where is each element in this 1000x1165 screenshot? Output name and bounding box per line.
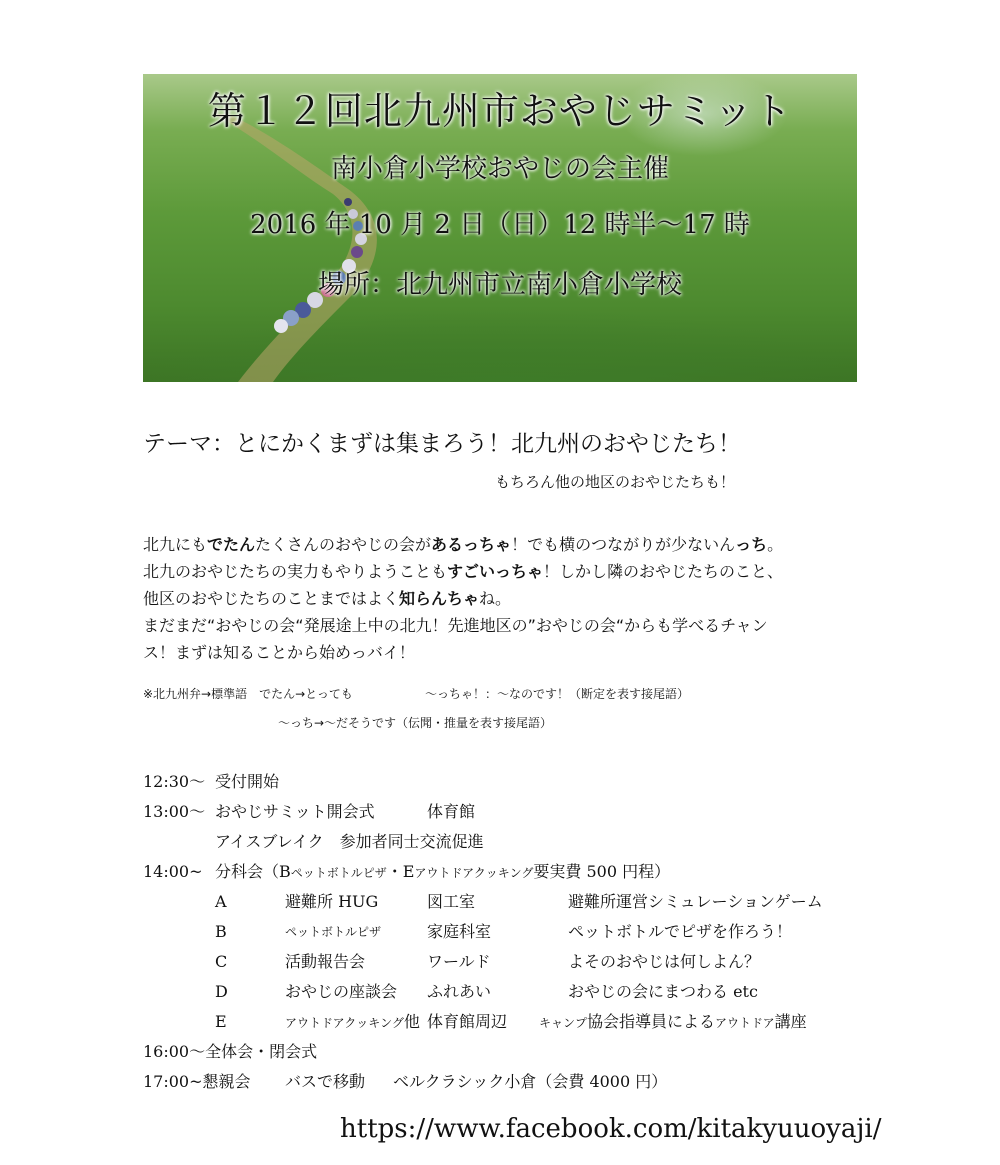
session-name: 避難所 HUG: [285, 892, 379, 911]
intro-line-4: まだまだ“おやじの会“発展途上中の北九！先進地区の”おやじの会“からも学べるチャン: [143, 616, 768, 635]
intro-text: 北九にも: [143, 535, 208, 554]
session-name: [285, 1012, 420, 1033]
session-text: 他: [403, 1012, 420, 1031]
schedule-text: ペットボトルピザ: [290, 866, 387, 880]
schedule-row-sessions: [143, 862, 883, 892]
schedule-text: 要実費 500 円程）: [533, 862, 671, 881]
dialect-note-2: 〜っち→〜だそうです（伝聞・推量を表す接尾語）: [278, 716, 553, 730]
schedule-event: 受付開始: [215, 772, 280, 791]
dialect-word: でたん: [207, 535, 256, 554]
schedule-time: 12:30〜: [143, 772, 206, 791]
dialect-word: すごいっちゃ: [447, 562, 544, 581]
intro-line-5: ス！まずは知ることから始めっバイ！: [143, 643, 415, 662]
schedule-time: 14:00~: [143, 862, 203, 881]
session-desc: [539, 1012, 807, 1033]
session-id: A: [215, 892, 227, 911]
event-date: 2016 年 10 月 2 日（日）12 時半〜17 時: [250, 210, 750, 240]
session-text: 講座: [774, 1012, 807, 1031]
intro-paragraph: [143, 531, 883, 666]
session-room: 家庭科室: [427, 922, 492, 941]
dialect-word: あるっちゃ: [431, 535, 512, 554]
event-host: 南小倉小学校おやじの会主催: [330, 154, 669, 184]
session-id: E: [215, 1012, 227, 1031]
intro-text: ね。: [479, 589, 512, 608]
intro-text: 。: [767, 535, 784, 554]
session-id: C: [215, 952, 228, 971]
schedule-event: [215, 862, 670, 883]
schedule-row-icebreak: [143, 832, 883, 862]
schedule-text: 分科会（B: [215, 862, 291, 881]
session-id: D: [215, 982, 228, 1001]
intro-line-1: [143, 531, 883, 558]
session-row: [143, 892, 883, 922]
session-desc: ペットボトルでピザを作ろう！: [568, 922, 793, 941]
intro-line-3: [143, 585, 883, 612]
session-row: [143, 1012, 883, 1042]
schedule-transport: バスで移動: [285, 1072, 366, 1091]
session-row: [143, 922, 883, 952]
intro-text: たくさんのおやじの会が: [255, 535, 432, 554]
event-venue: 場所：北九州市立南小倉小学校: [317, 270, 682, 300]
intro-text: ！しかし隣のおやじたちのこと、: [543, 562, 784, 581]
schedule: [143, 772, 883, 1102]
session-row: [143, 952, 883, 982]
schedule-row-closing: [143, 1042, 883, 1072]
session-room: 体育館周辺: [427, 1012, 508, 1031]
schedule-row-party: [143, 1072, 883, 1102]
session-name: おやじの座談会: [285, 982, 398, 1001]
session-text: アウトドアクッキング: [285, 1016, 404, 1030]
schedule-event: 16:00〜全体会・閉会式: [143, 1042, 318, 1061]
intro-text: 他区のおやじたちのことまではよく: [143, 589, 400, 608]
session-room: 図工室: [427, 892, 476, 911]
session-name: ペットボトルピザ: [285, 925, 382, 939]
session-room: ふれあい: [427, 982, 492, 1001]
schedule-row-opening: [143, 802, 883, 832]
event-title: 第１２回北九州市おやじサミット: [207, 89, 793, 133]
schedule-event: 17:00~懇親会: [143, 1072, 251, 1091]
intro-text: ！でも横のつながりが少ないん: [511, 535, 736, 554]
schedule-event: アイスブレイク 参加者同士交流促進: [215, 832, 484, 851]
schedule-time: 13:00〜: [143, 802, 206, 821]
session-id: B: [215, 922, 227, 941]
intro-text: 北九のおやじたちの実力もやりようことも: [143, 562, 448, 581]
session-name: 活動報告会: [285, 952, 366, 971]
theme-heading: テーマ：とにかくまずは集まろう！北九州のおやじたち！: [143, 431, 741, 457]
intro-line-2: [143, 558, 883, 585]
schedule-text: ・E: [386, 862, 415, 881]
session-text: キャンプ: [539, 1016, 588, 1030]
dialect-note-1a: ※北九州弁→標準語 でたん→とっても: [143, 687, 353, 701]
schedule-place: 体育館: [427, 802, 476, 821]
session-text: 協会指導員による: [587, 1012, 716, 1031]
dialect-word: 知らんちゃ: [399, 589, 480, 608]
dialect-word: っち: [735, 535, 768, 554]
facebook-url[interactable]: https://www.facebook.com/kitakyuuoyaji/: [340, 1114, 882, 1144]
schedule-text: アウトドアクッキング: [414, 866, 534, 880]
session-text: アウトドア: [715, 1016, 775, 1030]
dialect-note-1b: 〜っちゃ！：〜なのです！（断定を表す接尾語）: [425, 687, 690, 701]
session-row: [143, 982, 883, 1012]
session-desc: よそのおやじは何しよん？: [568, 952, 761, 971]
schedule-place: ベルクラシック小倉（会費 4000 円）: [393, 1072, 668, 1091]
schedule-row-reception: [143, 772, 883, 802]
theme-subheading: もちろん他の地区のおやじたちも！: [495, 473, 736, 491]
session-desc: 避難所運営シミュレーションゲーム: [568, 892, 823, 911]
session-desc: おやじの会にまつわる etc: [568, 982, 758, 1001]
session-room: ワールド: [427, 952, 491, 971]
schedule-event: おやじサミット開会式: [215, 802, 375, 821]
banner-image: [143, 74, 857, 382]
